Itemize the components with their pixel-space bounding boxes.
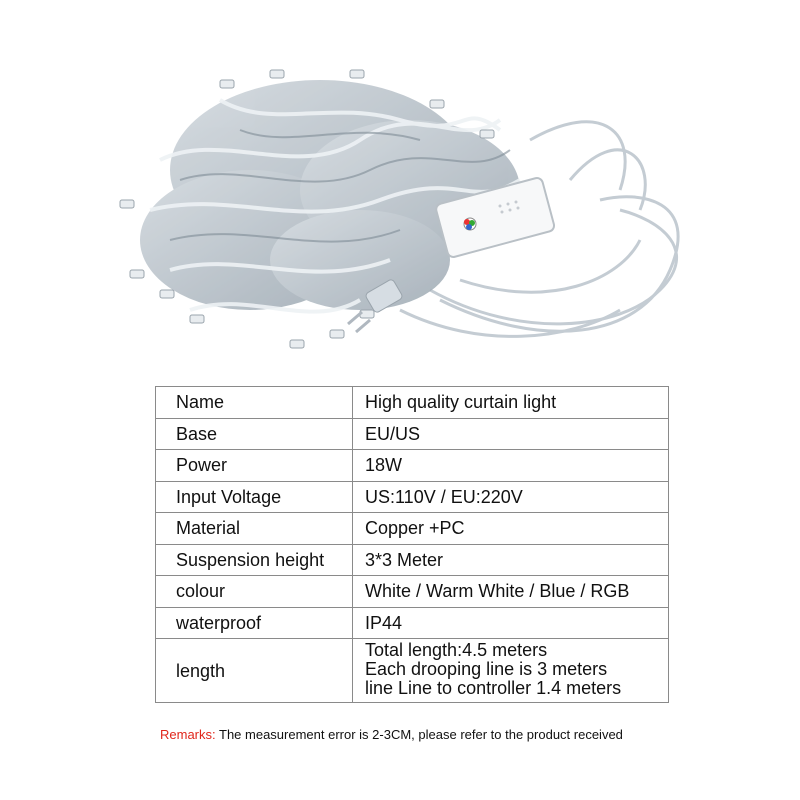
length-line: Total length:4.5 meters <box>365 640 548 660</box>
curtain-light-icon <box>100 40 700 370</box>
spec-value: 3*3 Meter <box>353 544 669 576</box>
spec-key: length <box>156 639 353 703</box>
spec-value <box>353 639 669 703</box>
spec-key: Power <box>156 450 353 482</box>
spec-key: colour <box>156 576 353 608</box>
table-row <box>156 576 669 608</box>
table-row <box>156 639 669 703</box>
spec-key: Base <box>156 418 353 450</box>
table-row <box>156 418 669 450</box>
spec-value: IP44 <box>353 607 669 639</box>
spec-value: US:110V / EU:220V <box>353 481 669 513</box>
product-photo <box>100 40 700 370</box>
table-row <box>156 607 669 639</box>
remarks-text: The measurement error is 2-3CM, please refer to the product received <box>215 727 623 742</box>
spec-value: White / Warm White / Blue / RGB <box>353 576 669 608</box>
specs-table <box>155 386 669 703</box>
table-row <box>156 387 669 419</box>
length-line: Each drooping line is 3 meters <box>365 659 608 679</box>
spec-value: EU/US <box>353 418 669 450</box>
length-line: line Line to controller 1.4 meters <box>365 678 622 698</box>
spec-key: Suspension height <box>156 544 353 576</box>
spec-key: Name <box>156 387 353 419</box>
table-row <box>156 481 669 513</box>
table-row <box>156 513 669 545</box>
spec-key: waterproof <box>156 607 353 639</box>
spec-key: Material <box>156 513 353 545</box>
table-row <box>156 544 669 576</box>
table-row <box>156 450 669 482</box>
remarks-label: Remarks: <box>160 727 216 742</box>
remarks-note <box>160 727 623 742</box>
spec-key: Input Voltage <box>156 481 353 513</box>
spec-value: Copper +PC <box>353 513 669 545</box>
spec-value: High quality curtain light <box>353 387 669 419</box>
spec-value: 18W <box>353 450 669 482</box>
